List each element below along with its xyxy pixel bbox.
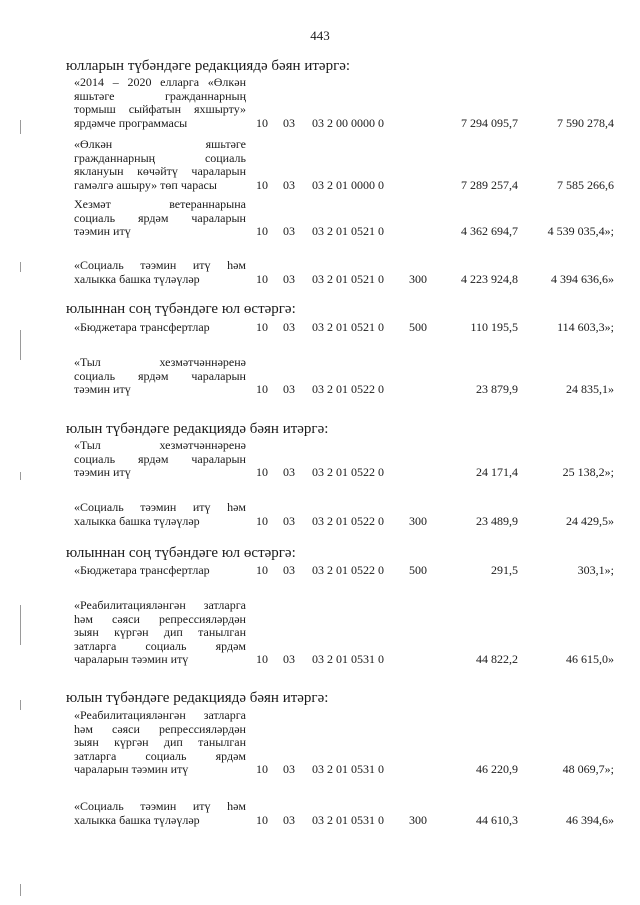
subsection-code: 03 (283, 115, 295, 130)
description-line: һәм сәяси репрессияләрдән (74, 611, 246, 626)
subsection-code: 03 (283, 320, 295, 334)
subsection-code: 03 (283, 271, 295, 286)
description-line: ярдәмче программасы (74, 115, 188, 130)
description-line: «2014 – 2020 елларга «Өлкән (74, 75, 246, 89)
amount-year-1: 44 822,2 (476, 652, 518, 666)
row-description (74, 564, 246, 578)
description-line: «Реабилитацияләнгән затларга (74, 598, 246, 612)
instruction-heading: юлын түбәндәге редакциядә бәян итәргә: (66, 690, 329, 706)
target-item-code: 03 2 01 0522 0 (312, 465, 384, 479)
subsection-code: 03 (283, 224, 295, 238)
row-description (74, 321, 246, 335)
instruction-heading: юлыннан соң түбәндәге юл өстәргә: (66, 545, 296, 561)
description-line: гражданнарның социаль (74, 150, 246, 165)
amount-year-2: 303,1»; (577, 563, 614, 577)
description-line: яклануын көчәйтү чараларын (74, 164, 246, 178)
amount-year-1: 44 610,3 (476, 812, 518, 827)
subsection-code: 03 (283, 652, 295, 666)
expense-type-code: 500 (409, 320, 427, 334)
section-code: 10 (256, 271, 268, 286)
amount-year-2: 7 590 278,4 (557, 115, 614, 130)
description-line: халыкка башка түләүләр (74, 812, 200, 827)
instruction-heading: юлыннан соң түбәндәге юл өстәргә: (66, 301, 296, 317)
subsection-code: 03 (283, 465, 295, 479)
amount-year-1: 7 289 257,4 (461, 177, 518, 192)
section-code: 10 (256, 812, 268, 827)
section-code: 10 (256, 465, 268, 479)
row-description (74, 709, 246, 777)
description-line: тәэмин итү (74, 382, 131, 396)
section-code: 10 (256, 563, 268, 577)
expense-type-code: 300 (409, 812, 427, 827)
description-line: зыян күргән дип танылган (74, 625, 246, 639)
description-line: затларга социаль ярдәм (74, 638, 246, 653)
amount-year-2: 48 069,7»; (562, 762, 614, 776)
target-item-code: 03 2 01 0000 0 (312, 177, 384, 192)
row-description (74, 76, 246, 130)
description-line: «Тыл хезмәтчәннәренә (74, 355, 246, 369)
target-item-code: 03 2 01 0521 0 (312, 320, 384, 334)
description-line: «Социаль тәэмин итү һәм (74, 799, 246, 813)
section-code: 10 (256, 382, 268, 396)
amount-year-1: 24 171,4 (476, 465, 518, 479)
section-code: 10 (256, 177, 268, 192)
amount-year-1: 7 294 095,7 (461, 115, 518, 130)
section-code: 10 (256, 762, 268, 776)
description-line: Хезмәт ветераннарына (74, 197, 246, 211)
description-line: «Бюджетара трансфертлар (74, 563, 210, 577)
description-line: «Социаль тәэмин итү һәм (74, 258, 246, 272)
amount-year-1: 23 489,9 (476, 513, 518, 528)
amount-year-1: 4 362 694,7 (461, 224, 518, 238)
amount-year-1: 291,5 (491, 563, 518, 577)
amount-year-1: 4 223 924,8 (461, 271, 518, 286)
row-description (74, 599, 246, 667)
page-number: 443 (310, 28, 330, 43)
description-line: һәм сәяси репрессияләрдән (74, 721, 246, 736)
target-item-code: 03 2 01 0531 0 (312, 652, 384, 666)
subsection-code: 03 (283, 812, 295, 827)
description-line: тәэмин итү (74, 224, 131, 238)
row-description (74, 356, 246, 397)
amount-year-2: 4 394 636,6» (551, 271, 614, 286)
amount-year-1: 23 879,9 (476, 382, 518, 396)
amount-year-2: 4 539 035,4»; (547, 224, 614, 238)
description-line: затларга социаль ярдәм (74, 748, 246, 763)
expense-type-code: 300 (409, 513, 427, 528)
amount-year-2: 24 835,1» (566, 382, 614, 396)
target-item-code: 03 2 01 0521 0 (312, 271, 384, 286)
amount-year-2: 24 429,5» (566, 513, 614, 528)
subsection-code: 03 (283, 177, 295, 192)
description-line: зыян күргән дип танылган (74, 735, 246, 749)
description-line: «Бюджетара трансфертлар (74, 320, 210, 334)
target-item-code: 03 2 01 0531 0 (312, 762, 384, 776)
description-line: гамәлгә ашыру» төп чарасы (74, 177, 217, 192)
row-description (74, 198, 246, 239)
instruction-heading: юлын түбәндәге редакциядә бәян итәргә: (66, 421, 329, 437)
amount-year-2: 114 603,3»; (557, 320, 614, 334)
expense-type-code: 300 (409, 271, 427, 286)
description-line: социаль ярдәм чараларын (74, 451, 246, 466)
target-item-code: 03 2 01 0531 0 (312, 812, 384, 827)
binding-margin-marks (20, 0, 22, 905)
subsection-code: 03 (283, 513, 295, 528)
row-description (74, 501, 246, 528)
amount-year-2: 46 615,0» (566, 652, 614, 666)
section-code: 10 (256, 320, 268, 334)
amount-year-1: 110 195,5 (470, 320, 518, 334)
target-item-code: 03 2 01 0521 0 (312, 224, 384, 238)
description-line: тәэмин итү (74, 465, 131, 479)
row-description (74, 439, 246, 480)
description-line: халыкка башка түләүләр (74, 271, 200, 286)
subsection-code: 03 (283, 382, 295, 396)
amount-year-2: 7 585 266,6 (557, 177, 614, 192)
target-item-code: 03 2 01 0522 0 (312, 382, 384, 396)
description-line: тормыш сыйфатын яхшырту» (74, 102, 246, 116)
target-item-code: 03 2 00 0000 0 (312, 115, 384, 130)
section-code: 10 (256, 513, 268, 528)
description-line: «Социаль тәэмин итү һәм (74, 500, 246, 514)
target-item-code: 03 2 01 0522 0 (312, 513, 384, 528)
section-code: 10 (256, 652, 268, 666)
description-line: «Өлкән яшьтәге (74, 137, 246, 151)
description-line: социаль ярдәм чараларын (74, 368, 246, 383)
amount-year-1: 46 220,9 (476, 762, 518, 776)
amount-year-2: 46 394,6» (566, 812, 614, 827)
subsection-code: 03 (283, 563, 295, 577)
section-code: 10 (256, 115, 268, 130)
description-line: халыкка башка түләүләр (74, 513, 200, 528)
section-code: 10 (256, 224, 268, 238)
instruction-heading: юлларын түбәндәге редакциядә бәян итәргә: (66, 58, 351, 74)
row-description (74, 259, 246, 286)
description-line: яшьтәге гражданнарның (74, 88, 246, 103)
subsection-code: 03 (283, 762, 295, 776)
description-line: чараларын тәэмин итү (74, 762, 189, 776)
row-description (74, 138, 246, 192)
row-description (74, 800, 246, 827)
description-line: чараларын тәэмин итү (74, 652, 189, 666)
description-line: «Реабилитацияләнгән затларга (74, 708, 246, 722)
amount-year-2: 25 138,2»; (562, 465, 614, 479)
description-line: «Тыл хезмәтчәннәренә (74, 438, 246, 452)
expense-type-code: 500 (409, 563, 427, 577)
target-item-code: 03 2 01 0522 0 (312, 563, 384, 577)
description-line: социаль ярдәм чараларын (74, 210, 246, 225)
